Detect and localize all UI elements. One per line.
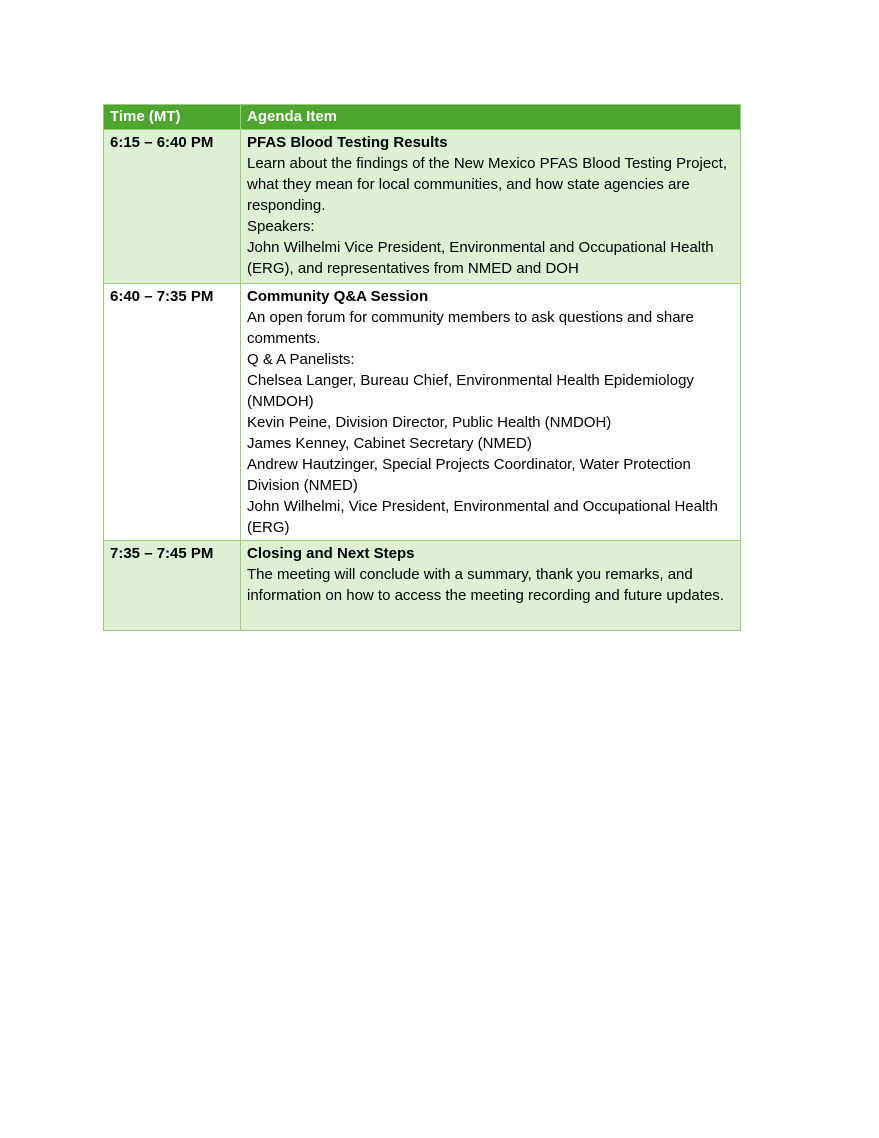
agenda-item-title: Closing and Next Steps — [247, 545, 415, 562]
agenda-cell — [241, 541, 741, 631]
agenda-item-text: John Wilhelmi, Vice President, Environmental and Occupational Health (ERG) — [247, 498, 718, 536]
agenda-item-title: PFAS Blood Testing Results — [247, 134, 448, 151]
agenda-cell — [241, 130, 741, 284]
table-row — [104, 284, 741, 541]
time-cell: 6:15 – 6:40 PM — [104, 130, 241, 284]
agenda-item-text: James Kenney, Cabinet Secretary (NMED) — [247, 435, 532, 452]
agenda-item-title: Community Q&A Session — [247, 288, 429, 305]
agenda-item-text: Kevin Peine, Division Director, Public Health (NMDOH) — [247, 414, 612, 431]
agenda-item-text: Speakers: — [247, 218, 315, 235]
agenda-item-text: Q & A Panelists: — [247, 351, 355, 368]
table-row — [104, 130, 741, 284]
time-cell: 7:35 – 7:45 PM — [104, 541, 241, 631]
table-row — [104, 541, 741, 631]
table-header-row — [104, 105, 741, 130]
agenda-cell — [241, 284, 741, 541]
agenda-item-text: The meeting will conclude with a summary, thank you remarks, and information on how to access the meeting recording and future updates. — [247, 566, 724, 604]
agenda-item-text: John Wilhelmi Vice President, Environmental and Occupational Health (ERG), and representatives from NMED and DOH — [247, 239, 714, 277]
agenda-table — [103, 104, 741, 631]
column-header-time: Time (MT) — [104, 105, 241, 130]
column-header-agenda: Agenda Item — [241, 105, 741, 130]
time-cell: 6:40 – 7:35 PM — [104, 284, 241, 541]
agenda-item-text: Chelsea Langer, Bureau Chief, Environmental Health Epidemiology (NMDOH) — [247, 372, 694, 410]
agenda-item-text: An open forum for community members to ask questions and share comments. — [247, 309, 694, 347]
agenda-item-text: Andrew Hautzinger, Special Projects Coordinator, Water Protection Division (NMED) — [247, 456, 691, 494]
agenda-item-text: Learn about the findings of the New Mexico PFAS Blood Testing Project, what they mean for local communities, and how state agencies are responding. — [247, 155, 727, 214]
